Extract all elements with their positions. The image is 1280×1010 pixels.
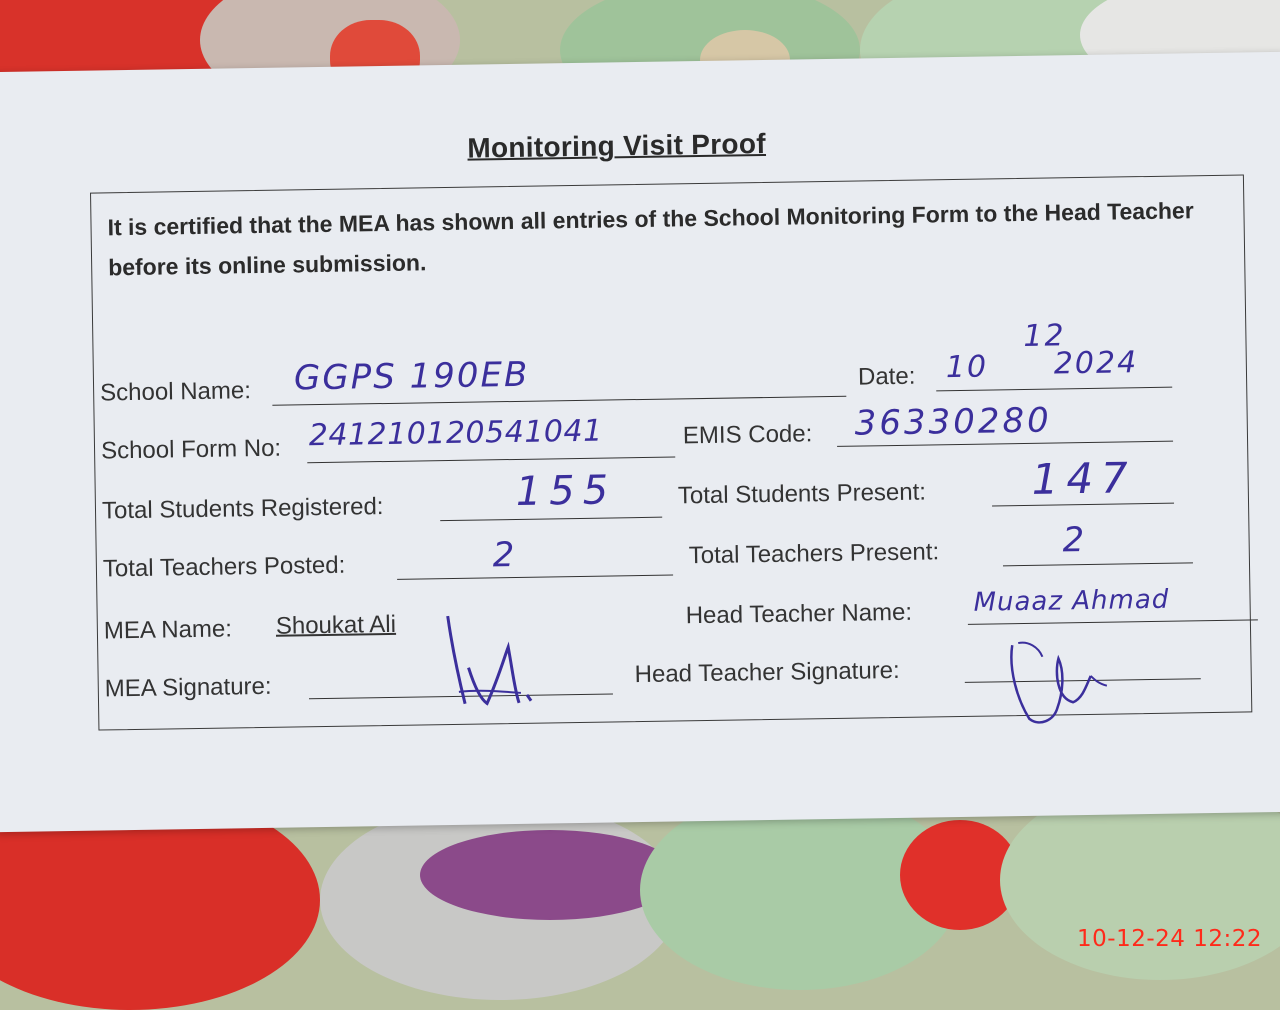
head-teacher-name-label: Head Teacher Name: — [685, 598, 913, 630]
emis-code-label: EMIS Code: — [682, 420, 813, 450]
teachers-present-label: Total Teachers Present: — [688, 538, 940, 570]
mea-name-value: Shoukat Ali — [275, 610, 397, 640]
mea-name-label: MEA Name: — [103, 615, 233, 645]
teachers-present-line — [1003, 562, 1193, 566]
students-registered-value: 155 — [515, 467, 617, 515]
date-line — [936, 387, 1172, 392]
form-title: Monitoring Visit Proof — [467, 127, 767, 164]
head-teacher-signature-mark — [998, 628, 1120, 740]
head-teacher-name-value: Muaaz Ahmad — [973, 584, 1170, 618]
emis-code-value: 36330280 — [854, 400, 1053, 444]
head-teacher-name-line — [968, 619, 1258, 625]
mea-signature-mark — [428, 606, 570, 718]
students-present-label: Total Students Present: — [677, 478, 927, 510]
school-name-value: GGPS 190EB — [293, 354, 530, 399]
students-present-line — [992, 503, 1174, 507]
certification-text: It is certified that the MEA has shown all entries of the School Monitoring Form to the Head Teacher before its online submission. — [107, 197, 1194, 281]
date-month-value: 12 — [1023, 318, 1066, 354]
students-present-value: 147 — [1031, 453, 1137, 504]
form-box — [90, 174, 1252, 730]
school-form-no-value: 241210120541041 — [308, 413, 603, 454]
date-year-value: 2024 — [1053, 345, 1139, 382]
teachers-posted-line — [397, 574, 673, 579]
date-day-value: 10 — [945, 349, 989, 386]
teachers-posted-label: Total Teachers Posted: — [102, 551, 346, 583]
teachers-present-value: 2 — [1062, 520, 1087, 561]
camera-timestamp: 10-12-24 12:22 — [1077, 926, 1262, 952]
teachers-posted-value: 2 — [492, 534, 517, 576]
date-label: Date: — [857, 362, 916, 391]
school-form-no-label: School Form No: — [100, 434, 282, 465]
head-teacher-signature-label: Head Teacher Signature: — [634, 656, 900, 689]
students-registered-line — [440, 517, 662, 521]
students-registered-label: Total Students Registered: — [101, 493, 384, 525]
mea-signature-label: MEA Signature: — [104, 672, 272, 703]
school-form-no-line — [307, 456, 675, 463]
monitoring-visit-slip — [0, 52, 1280, 832]
school-name-label: School Name: — [99, 377, 252, 407]
